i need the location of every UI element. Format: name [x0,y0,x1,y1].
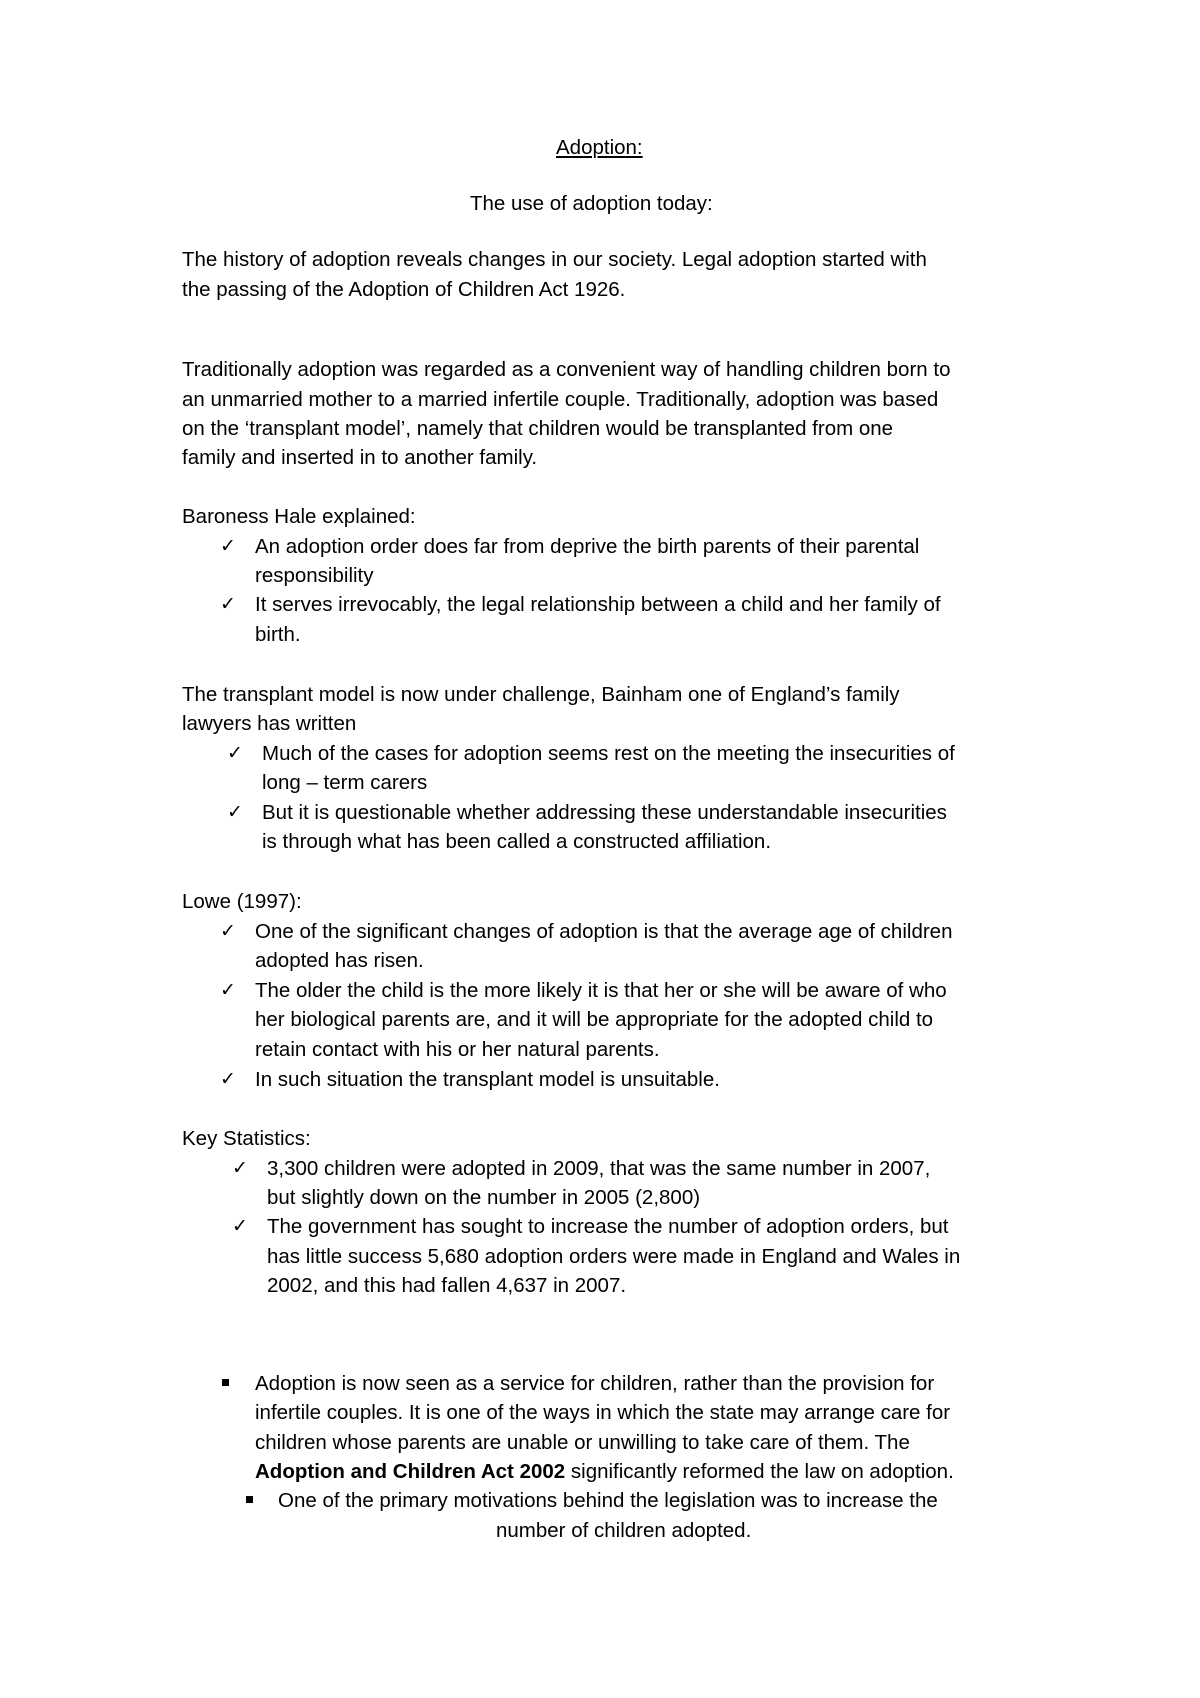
service-line: infertile couples. It is one of the ways in which the state may arrange care for [255,1401,951,1424]
traditional-line: an unmarried mother to a married infertile couple. Traditionally, adoption was based [182,388,939,411]
service-line-rest: significantly reformed the law on adoption. [565,1460,954,1483]
bainham-item-line: is through what has been called a constructed affiliation. [262,830,772,853]
checkmark-icon: ✓ [220,593,236,615]
lowe-item-line: retain contact with his or her natural parents. [255,1038,660,1061]
hale-item-line: It serves irrevocably, the legal relationship between a child and her family of [255,593,941,616]
square-bullet-icon [222,1379,229,1386]
service-line: children whose parents are unable or unwilling to take care of them. The [255,1431,910,1454]
bainham-item-line: Much of the cases for adoption seems rest on the meeting the insecurities of [262,742,955,765]
checkmark-icon: ✓ [220,979,236,1001]
traditional-line: on the ‘transplant model’, namely that children would be transplanted from one [182,417,894,440]
lowe-item-line: her biological parents are, and it will be appropriate for the adopted child to [255,1008,934,1031]
hale-item-line: responsibility [255,564,374,587]
traditional-line: family and inserted in to another family. [182,446,538,469]
lowe-item-line: In such situation the transplant model is unsuitable. [255,1068,720,1091]
service-line-last [255,1457,954,1486]
document-title: Adoption: [556,136,643,159]
lowe-item-line: One of the significant changes of adoption is that the average age of children [255,920,953,943]
document-subtitle: The use of adoption today: [470,192,713,215]
square-bullet-icon [246,1496,253,1503]
act-2002-bold: Adoption and Children Act 2002 [255,1460,566,1483]
lowe-item-line: The older the child is the more likely it is that her or she will be aware of who [255,979,947,1002]
lowe-item-line: adopted has risen. [255,949,424,972]
hale-item-line: birth. [255,623,301,646]
checkmark-icon: ✓ [227,742,243,764]
bainham-item-line: long – term carers [262,771,428,794]
stats-heading: Key Statistics: [182,1127,311,1150]
checkmark-icon: ✓ [220,535,236,557]
bainham-intro-line: The transplant model is now under challenge, Bainham one of England’s family [182,683,900,706]
stats-item-line: 2002, and this had fallen 4,637 in 2007. [267,1274,627,1297]
checkmark-icon: ✓ [227,801,243,823]
checkmark-icon: ✓ [220,1068,236,1090]
checkmark-icon: ✓ [220,920,236,942]
motivation-line: number of children adopted. [496,1519,752,1542]
history-line: the passing of the Adoption of Children Act 1926. [182,278,626,301]
stats-item-line: 3,300 children were adopted in 2009, that was the same number in 2007, [267,1157,931,1180]
stats-item-line: The government has sought to increase the number of adoption orders, but [267,1215,949,1238]
hale-heading: Baroness Hale explained: [182,505,416,528]
bainham-intro-line: lawyers has written [182,712,357,735]
stats-item-line: has little success 5,680 adoption orders were made in England and Wales in [267,1245,961,1268]
checkmark-icon: ✓ [232,1215,248,1237]
stats-item-line: but slightly down on the number in 2005 (2,800) [267,1186,701,1209]
service-line: Adoption is now seen as a service for children, rather than the provision for [255,1372,935,1395]
lowe-heading: Lowe (1997): [182,890,302,913]
motivation-line: One of the primary motivations behind the legislation was to increase the [278,1489,938,1512]
history-line: The history of adoption reveals changes in our society. Legal adoption started with [182,248,927,271]
traditional-line: Traditionally adoption was regarded as a convenient way of handling children born to [182,358,951,381]
bainham-item-line: But it is questionable whether addressing these understandable insecurities [262,801,947,824]
checkmark-icon: ✓ [232,1157,248,1179]
hale-item-line: An adoption order does far from deprive the birth parents of their parental [255,535,920,558]
